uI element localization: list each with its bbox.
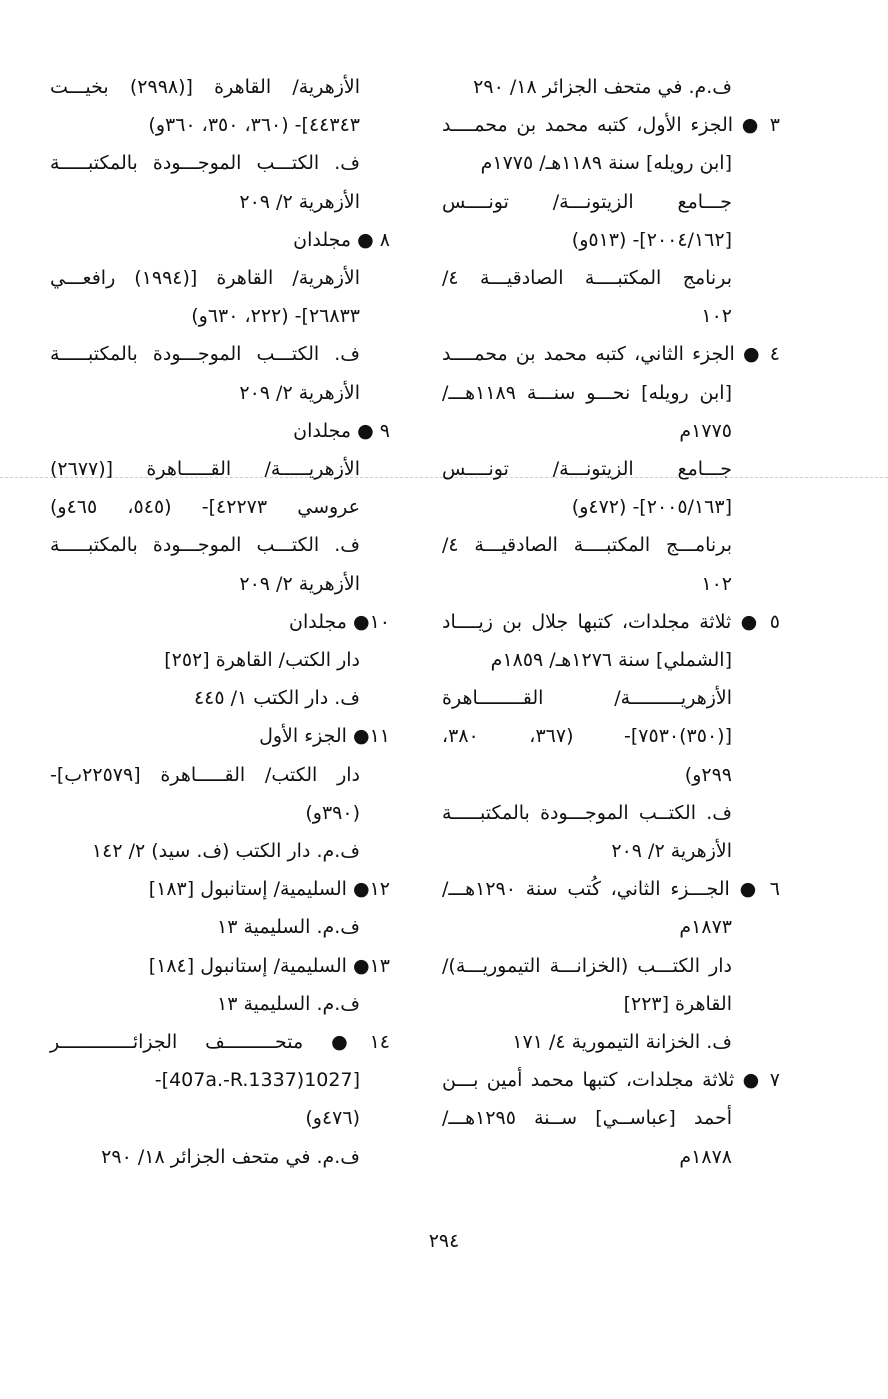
right-column xyxy=(442,68,780,1176)
right-column-line: ١٠٢ xyxy=(701,572,732,595)
left-column-line: ف.م. دار الكتب (ف. سيد) ٢/ ١٤٢ xyxy=(91,840,360,863)
right-column-line: ف. الخزانة التيمورية ٤/ ١٧١ xyxy=(512,1031,732,1054)
page-number: ٢٩٤ xyxy=(428,1230,460,1252)
left-column-line: الأزهرية ٢/ ٢٠٩ xyxy=(239,572,360,595)
left-column-line: ١٠● مجلدان xyxy=(289,610,390,633)
right-column-line: أحمد [عباســي] ســنة ١٢٩٥هـــ/ xyxy=(442,1107,732,1130)
left-column xyxy=(50,68,390,1176)
left-column-line: دار الكتب/ القاهرة [٢٥٢] xyxy=(164,649,360,672)
right-column-line: ١٨٧٨م xyxy=(679,1145,732,1168)
left-column-line: ١٣● السليمية/ إستانبول [١٨٤] xyxy=(148,954,390,977)
right-column-line: ٦ ● الجـــزء الثاني، كُتب سنة ١٢٩٠هـــ/ xyxy=(442,878,780,901)
left-column-line: (٤٧٦و) xyxy=(305,1107,360,1130)
right-column-line: [(٣٥٠)٧٥٣٠]- (٣٦٧، ٣٨٠، xyxy=(442,725,732,748)
left-column-line: (٣٩٠و) xyxy=(305,801,360,824)
left-column-line: الأزهرية ٢/ ٢٠٩ xyxy=(239,381,360,404)
left-column-line: عروسي ٤٢٢٧٣]- (٥٤٥، ٤٦٥و) xyxy=(50,496,360,519)
right-column-line: برنامج المكتبــــة الصادقيـــة ٤/ xyxy=(442,267,732,290)
right-column-line: ٤ ● الجزء الثاني، كتبه محمد بن محمــــد xyxy=(442,343,780,366)
left-column-line: ف.م. السليمية ١٣ xyxy=(217,916,360,939)
right-column-line: ٧ ● ثلاثة مجلدات، كتبها محمد أمين بـــن xyxy=(442,1069,780,1092)
right-column-line: ٣ ● الجزء الأول، كتبه محمد بن محمــــد xyxy=(442,114,780,137)
right-column-line: ١٠٢ xyxy=(701,305,732,328)
right-column-line: ف.م. في متحف الجزائر ١٨/ ٢٩٠ xyxy=(473,76,732,98)
right-column-line: [ابن رويله] نحـــو سنـــة ١١٨٩هـــ/ xyxy=(442,381,732,404)
right-column-line: القاهرة [٢٢٣] xyxy=(623,992,732,1015)
right-column-line: الأزهريـــــــــة/ القــــــــاهرة xyxy=(442,687,732,710)
left-column-line: الأزهريـــــة/ القـــــاهرة [(٢٦٧٧) xyxy=(50,458,360,481)
left-column-line: ف. الكتـــب الموجـــودة بالمكتبـــــة xyxy=(50,152,360,175)
right-column-line: ف. الكتــب الموجـــودة بالمكتبـــــة xyxy=(442,801,732,824)
right-column-line: [٢٠٠٥/١٦٣]- (٤٧٢و) xyxy=(571,496,732,519)
left-column-line: الأزهرية/ القاهرة [(٢٩٩٨) بخيـــت xyxy=(50,76,360,98)
right-column-line: ١٨٧٣م xyxy=(679,916,732,939)
right-column-line: [الشملي] سنة ١٢٧٦هـ/ ١٨٥٩م xyxy=(490,649,732,672)
right-column-line: ٥ ● ثلاثة مجلدات، كتبها جلال بن زيــــاد xyxy=(442,610,780,633)
right-column-line: جـــامع الزيتونـــة/ تونــــس xyxy=(442,458,732,481)
left-column-line: ٢٦٨٣٣]- (٢٢٢، ٦٣٠و) xyxy=(191,305,360,328)
right-column-line: ٢٩٩و) xyxy=(684,763,732,786)
left-column-line: ف.م. السليمية ١٣ xyxy=(217,992,360,1015)
left-column-line: ١٢● السليمية/ إستانبول [١٨٣] xyxy=(148,878,390,901)
right-column-line: برنامـــج المكتبــــة الصادقيـــة ٤/ xyxy=(442,534,732,557)
left-column-line: [1027(407a.-R.1337]- xyxy=(154,1069,360,1092)
left-column-line: ١٤● متحـــــــــف الجزائـــــــــــــر xyxy=(50,1031,390,1054)
left-column-line: ١١● الجزء الأول xyxy=(259,725,390,748)
left-column-line: ف. الكتـــب الموجـــودة بالمكتبـــــة xyxy=(50,534,360,557)
left-column-line: ف.م. في متحف الجزائر ١٨/ ٢٩٠ xyxy=(101,1145,360,1168)
right-column-line: الأزهرية ٢/ ٢٠٩ xyxy=(611,840,732,863)
right-column-line: [ابن رويله] سنة ١١٨٩هـ/ ١٧٧٥م xyxy=(480,152,732,175)
right-column-line: [٢٠٠٤/١٦٢]- (٥١٣و) xyxy=(571,228,732,251)
left-column-line: ف. دار الكتب ١/ ٤٤٥ xyxy=(193,687,360,710)
left-column-line: ٩ ● مجلدان xyxy=(293,419,390,442)
left-column-line: دار الكتب/ القـــــاهرة [٢٢٥٧٩ب]- xyxy=(50,763,360,786)
right-column-line: جـــامع الزيتونـــة/ تونــــس xyxy=(442,190,732,213)
left-column-line: ٤٤٣٤٣]- (٣٦٠، ٣٥٠، ٣٦٠و) xyxy=(148,114,360,137)
left-column-line: الأزهرية/ القاهرة [(١٩٩٤) رافعـــي xyxy=(50,267,360,290)
left-column-line: ٨ ● مجلدان xyxy=(293,228,390,251)
right-column-line: ١٧٧٥م xyxy=(679,419,732,442)
right-column-line: دار الكتـــب (الخزانـــة التيموريـــة)/ xyxy=(442,954,732,977)
left-column-line: ف. الكتـــب الموجـــودة بالمكتبـــــة xyxy=(50,343,360,366)
left-column-line: الأزهرية ٢/ ٢٠٩ xyxy=(239,190,360,213)
